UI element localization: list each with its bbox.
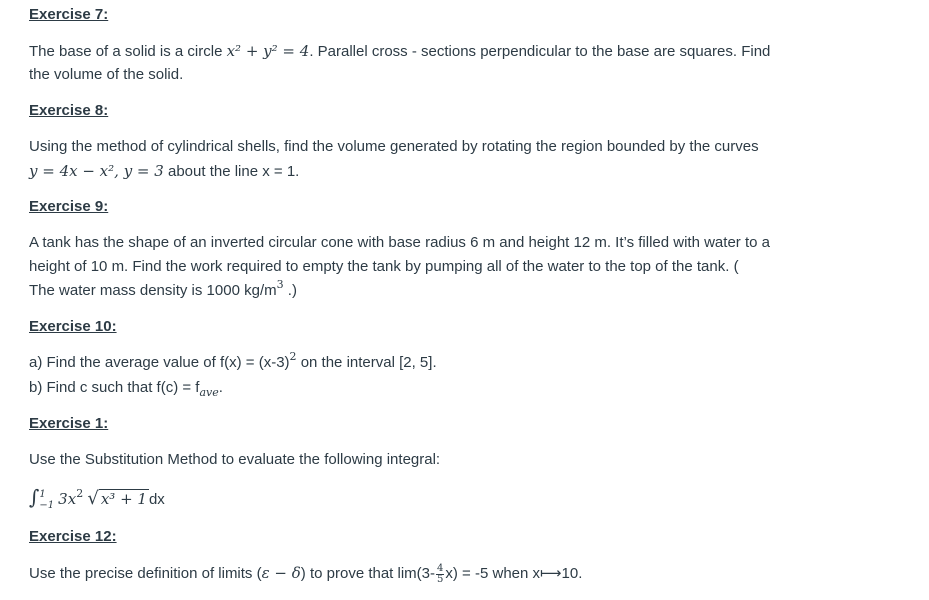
exercise-7-text-b: . Parallel cross - sections perpendicular to the base are squares. Find bbox=[309, 43, 771, 60]
exercise-8-heading: Exercise 8: bbox=[29, 102, 109, 119]
integral-lower-limit: −1 bbox=[39, 500, 55, 512]
integral-sign: ∫ bbox=[29, 485, 40, 509]
fraction-denominator: 5 bbox=[437, 573, 444, 585]
exercise-1-instruction: Use the Substitution Method to evaluate the following integral: bbox=[29, 451, 441, 468]
exercise-10-text bbox=[29, 351, 819, 400]
exercise-9-exponent: 3 bbox=[276, 278, 284, 291]
exercise-12-text-b: ) to prove that lim(3- bbox=[300, 565, 436, 582]
exercise-9-heading: Exercise 9: bbox=[29, 198, 109, 215]
radicand: x³ + 1 bbox=[100, 490, 147, 508]
integral-limits bbox=[39, 489, 54, 511]
exercise-9-line-2: height of 10 m. Find the work required to empty the tank by pumping all of the water to the top of the tank. ( bbox=[29, 258, 739, 275]
exercise-8-text-b: about the line x = 1. bbox=[163, 163, 300, 180]
exercise-12-text-d: 10. bbox=[561, 565, 583, 582]
maps-to-arrow-icon: ⟼ bbox=[540, 565, 562, 582]
exercise-10-part-a: a) Find the average value of f(x) = (x-3) bbox=[29, 354, 290, 371]
square-root bbox=[87, 484, 149, 515]
exercise-12-text bbox=[29, 561, 819, 585]
exercise-7-text-c: the volume of the solid. bbox=[29, 66, 184, 83]
epsilon-delta: ε − δ bbox=[261, 564, 301, 582]
exercise-7-equation: x² + y² = 4 bbox=[226, 42, 310, 60]
exercise-10-exponent: 2 bbox=[289, 350, 297, 363]
exercise-12-text-c: x) = -5 when x bbox=[445, 565, 541, 582]
exercise-7-text bbox=[29, 39, 819, 87]
integrand-exponent: 2 bbox=[76, 487, 84, 500]
exercise-9-line-3: The water mass density is 1000 kg/m bbox=[29, 282, 277, 299]
exercise-7-heading: Exercise 7: bbox=[29, 6, 109, 23]
fraction-numerator: 4 bbox=[437, 562, 444, 574]
exercise-1-integral bbox=[29, 482, 819, 515]
exercise-8-text bbox=[29, 135, 819, 183]
exercise-12-heading: Exercise 12: bbox=[29, 528, 117, 545]
exercise-7-text-a: The base of a solid is a circle bbox=[29, 43, 227, 60]
exercise-8-text-a: Using the method of cylindrical shells, find the volume generated by rotating the region bounded by the curves bbox=[29, 138, 759, 155]
fraction bbox=[436, 564, 444, 585]
exercise-10-part-a-end: on the interval [2, 5]. bbox=[296, 354, 437, 371]
exercise-9-line-1: A tank has the shape of an inverted circular cone with base radius 6 m and height 12 m. It’s filled with water to a bbox=[29, 234, 770, 251]
exercise-8-curves: y = 4x − x², y = 3 bbox=[29, 162, 164, 180]
exercise-12-text-a: Use the precise definition of limits ( bbox=[29, 565, 262, 582]
integral-dx: dx bbox=[148, 491, 165, 508]
exercise-10-subscript: ave bbox=[199, 386, 219, 399]
radical-sign: √ bbox=[87, 488, 99, 509]
integral-upper-limit: 1 bbox=[39, 489, 46, 501]
integrand-coefficient: 3x bbox=[58, 490, 77, 508]
exercise-9-text bbox=[29, 231, 819, 303]
exercise-10-heading: Exercise 10: bbox=[29, 318, 117, 335]
exercise-10-part-b: b) Find c such that f(c) = f bbox=[29, 379, 200, 396]
exercise-9-line-3-end: .) bbox=[283, 282, 297, 299]
exercise-1-heading: Exercise 1: bbox=[29, 415, 109, 432]
exercise-1-text bbox=[29, 448, 819, 472]
exercise-10-part-b-end: . bbox=[218, 379, 223, 396]
